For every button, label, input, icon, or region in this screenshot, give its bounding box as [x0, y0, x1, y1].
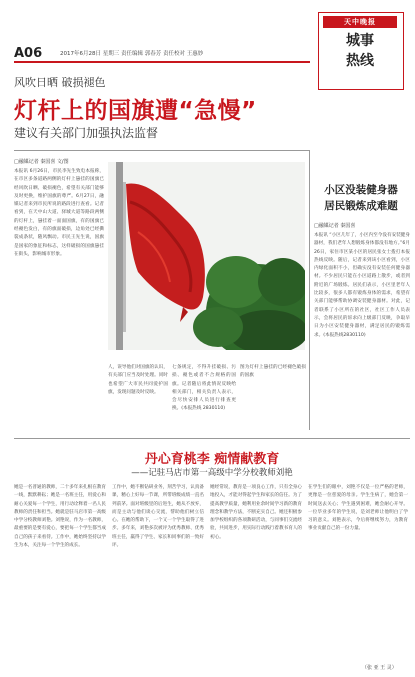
- column-logo-line2: 热线: [346, 53, 374, 69]
- page-number: A06: [14, 46, 43, 61]
- flag-on-lamppost-image: [108, 162, 305, 350]
- column-logo-line1: 城事: [346, 33, 374, 49]
- article-byline: □融媒记者 秦国喜 文/图: [14, 159, 69, 165]
- flag-photo: [108, 162, 305, 350]
- right-article-title-line2: 居民锻炼成难题: [324, 200, 398, 212]
- issue-meta-line: 2017年6月28日 星期三 责任编辑 郭春芳 责任校对 王惠妙: [60, 51, 204, 57]
- bottom-column-4: 在学生们的眼中，刘艳不仅是一位严格的老师，更像是一位慈爱的母亲。学生生病了，她会第一时间送去关心；学生遇到困难，她会耐心开导。一位毕业多年的学生说，是刘老师让他明白了学习的意义。刘艳表示，今后将继续努力，为教育事业贡献自己的一份力量。: [308, 485, 408, 532]
- right-article-byline: □融媒记者 秦国喜: [314, 223, 356, 229]
- article-column-1: 本报讯 6月26日，市民李先生致电本报称，在市区多条道路两侧的灯杆上悬挂的国旗已经风吹日晒、破损褪色，希望有关部门能够及时更换，维护国旗的尊严。6月27日，融媒记者来到市民所说的路段进行查看。记者看到，在天中山大道、驿城大道等路段两侧的灯杆上，悬挂着一面面国旗，有的国旗已经褪色发白，有的旗面破损，边角处已经撕裂成条状，随风飘动。市民王先生说，国旗是国家的象征和标志，这样破损的国旗悬挂在街头，影响城市形象。: [14, 169, 104, 257]
- article-column-3-mid: 七条规定，不得升挂破损、污损、褪色或者不合规格的国旗。记者随后将此情况反映给相关部门，相关负责人表示，会尽快安排人员进行排查更换。(本报热线 2830110): [172, 365, 236, 412]
- article-column-3-left: 人，误导他们对国旗的认识，有关部门应当及时处理。同时也希望广大市民共同爱护国旗，发现问题及时反映。: [108, 365, 168, 395]
- article-headline: 灯杆上的国旗遭“急慢”: [14, 98, 257, 124]
- right-article-title-line1: 小区没装健身器: [324, 184, 398, 196]
- photo-caption: 图为灯杆上悬挂的已经褪色破损的国旗: [240, 365, 306, 379]
- header-rule: [14, 61, 310, 63]
- article-kicker: 风吹日晒 破损褪色: [14, 76, 106, 89]
- bottom-column-2: 工作中，她不断钻研业务，刻苦学习，认真备课，精心上好每一节课，所带班级成绩一直名列前茅。面对班级里的后进生，她从不放弃，而是主动与他们谈心交流，帮助他们树立信心。在她的帮助下，一个又一个学生取得了进步。多年来，刘艳多次被评为优秀教师、优秀班主任，赢得了学生、家长和同事们的一致好评。: [112, 485, 204, 549]
- section-rule: [14, 438, 410, 439]
- column-divider: [309, 150, 310, 430]
- bottom-article-signoff: （张 亚 王 灵）: [362, 665, 397, 671]
- right-article-body: 本报讯 “小区几年了，小区内至今没有安装健身器材，我们老年人想锻炼身体都没有地方。”6月26日，家住市区某小区的居民张女士拨打本报热线反映。随后，记者来到该小区看到，小区内绿化面积不小，但确实没有安装任何健身器材。不少居民只能在小区道路上散步，或者到附近的广场锻炼。居民们表示，小区里老年人比较多，很多人都有锻炼身体的需求，希望有关部门能够帮助协调安装健身器材。对此，记者联系了小区所在的社区，社区工作人员表示，会将居民的诉求向上级部门反映，争取早日为小区安装健身器材，满足居民的锻炼需求。(本报热线2830110): [314, 233, 410, 338]
- bottom-column-3: 她经常说，教育是一项良心工作，只有全身心地投入，才能对得起学生和家长的信任。为了提高教学质量，她利用业余时间学习新的教育理念和教学方法，不断充实自己。她还积极参加学校组织的各项教研活动，与同事们交流经验，共同进步，用实际行动践行着教书育人的初心。: [210, 485, 302, 540]
- bottom-article-subtitle: ——记驻马店市第一高级中学分校教师刘艳: [131, 468, 293, 478]
- bottom-article-title: 丹心育桃李 痴情献教育: [144, 452, 280, 467]
- bottom-column-1: 她是一名普通的教师，二十多年来扎根在教育一线，默默耕耘；她是一名班主任，用爱心和耐心关爱每一个学生，用行动诠释着一名人民教师的责任和担当。她就是驻马店市第一高级中学分校教师刘艳。刘艳说，作为一名教师，最重要的是要有爱心，要把每一个学生都当成自己的孩子来看待。工作中，她始终坚持以学生为本，关注每一个学生的成长。: [14, 485, 106, 549]
- headline-rule: [14, 150, 310, 151]
- article-subhead: 建议有关部门加强执法监督: [14, 126, 159, 140]
- column-logo-masthead: 天中晚报: [323, 16, 397, 28]
